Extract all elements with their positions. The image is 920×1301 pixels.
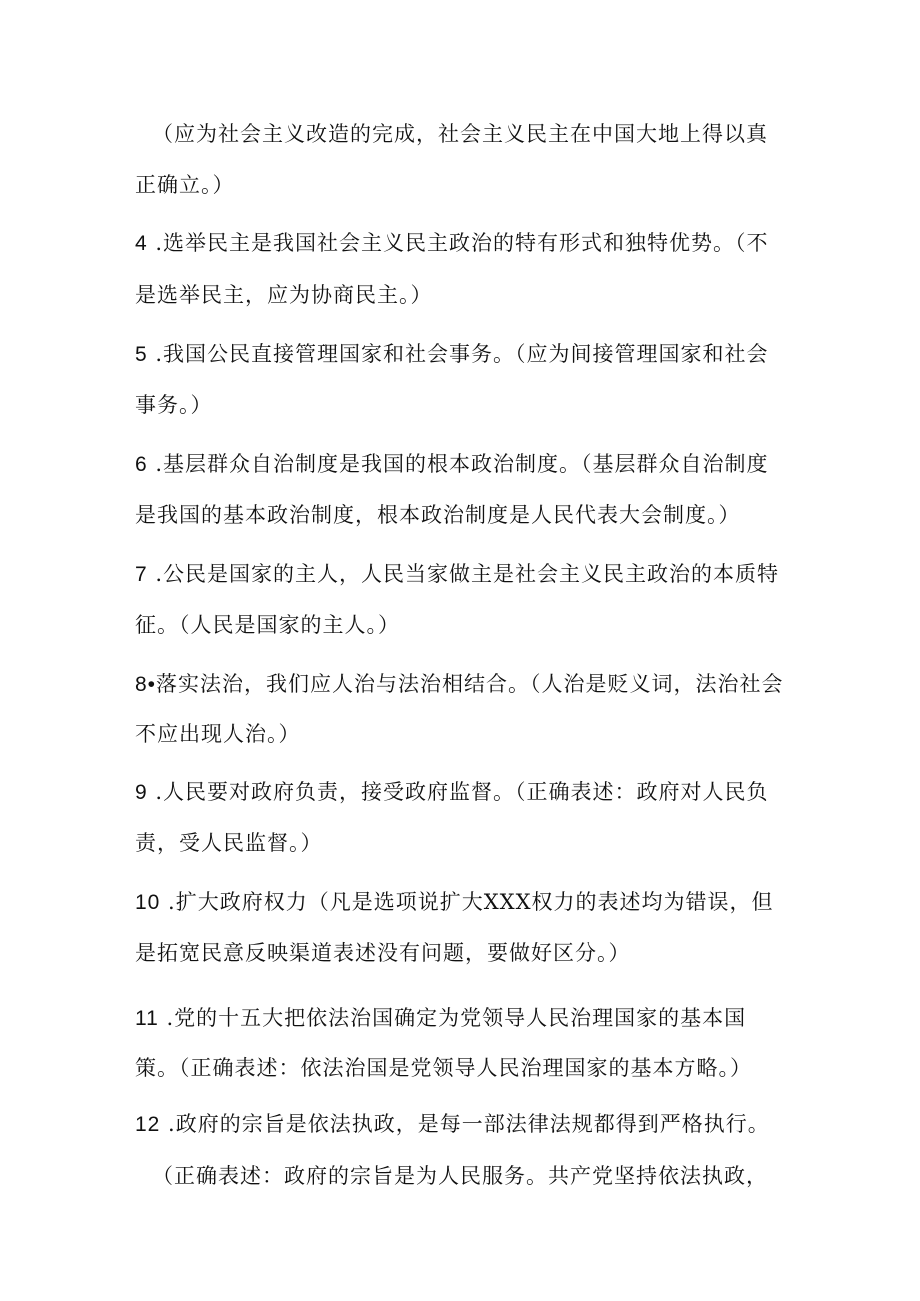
list-item-4: 4 .选举民主是我国社会主义民主政治的特有形式和独特优势。（不 (135, 231, 769, 255)
list-item-8: 8•落实法治，我们应人治与法治相结合。（人治是贬义词，法治社会 (135, 672, 784, 696)
text-line: 事务。） (135, 393, 213, 417)
text-line: （正确表述：政府的宗旨是为人民服务。共产党坚持依法执政， (152, 1164, 768, 1188)
list-item-7: 7 .公民是国家的主人，人民当家做主是社会主义民主政治的本质特 (135, 562, 780, 586)
list-item-10: 10 .扩大政府权力（凡是选项说扩大XXX权力的表述均为错误，但 (135, 890, 774, 914)
list-item-11: 11 .党的十五大把依法治国确定为党领导人民治理国家的基本国 (135, 1006, 747, 1030)
list-item-5: 5 .我国公民直接管理国家和社会事务。（应为间接管理国家和社会 (135, 342, 769, 366)
list-item-6: 6 .基层群众自治制度是我国的根本政治制度。（基层群众自治制度 (135, 452, 769, 476)
text-line: 正确立。） (135, 173, 235, 197)
list-item-12: 12 .政府的宗旨是依法执政，是每一部法律法规都得到严格执行。 (135, 1112, 770, 1136)
text-line: 是拓宽民意反映渠道表述没有问题，要做好区分。） (135, 941, 631, 965)
text-line: 不应出现人治。） (135, 722, 301, 746)
text-line: 责，受人民监督。） (135, 831, 323, 855)
text-line: 征。（人民是国家的主人。） (135, 613, 400, 637)
list-item-9: 9 .人民要对政府负责，接受政府监督。（正确表述：政府对人民负 (135, 780, 769, 804)
text-line: 策。（正确表述：依法治国是党领导人民治理国家的基本方略。） (135, 1056, 752, 1080)
text-line: 是选举民主，应为协商民主。） (135, 283, 433, 307)
text-line: 是我国的基本政治制度，根本政治制度是人民代表大会制度。） (135, 503, 741, 527)
text-line: （应为社会主义改造的完成，社会主义民主在中国大地上得以真 (152, 122, 768, 146)
